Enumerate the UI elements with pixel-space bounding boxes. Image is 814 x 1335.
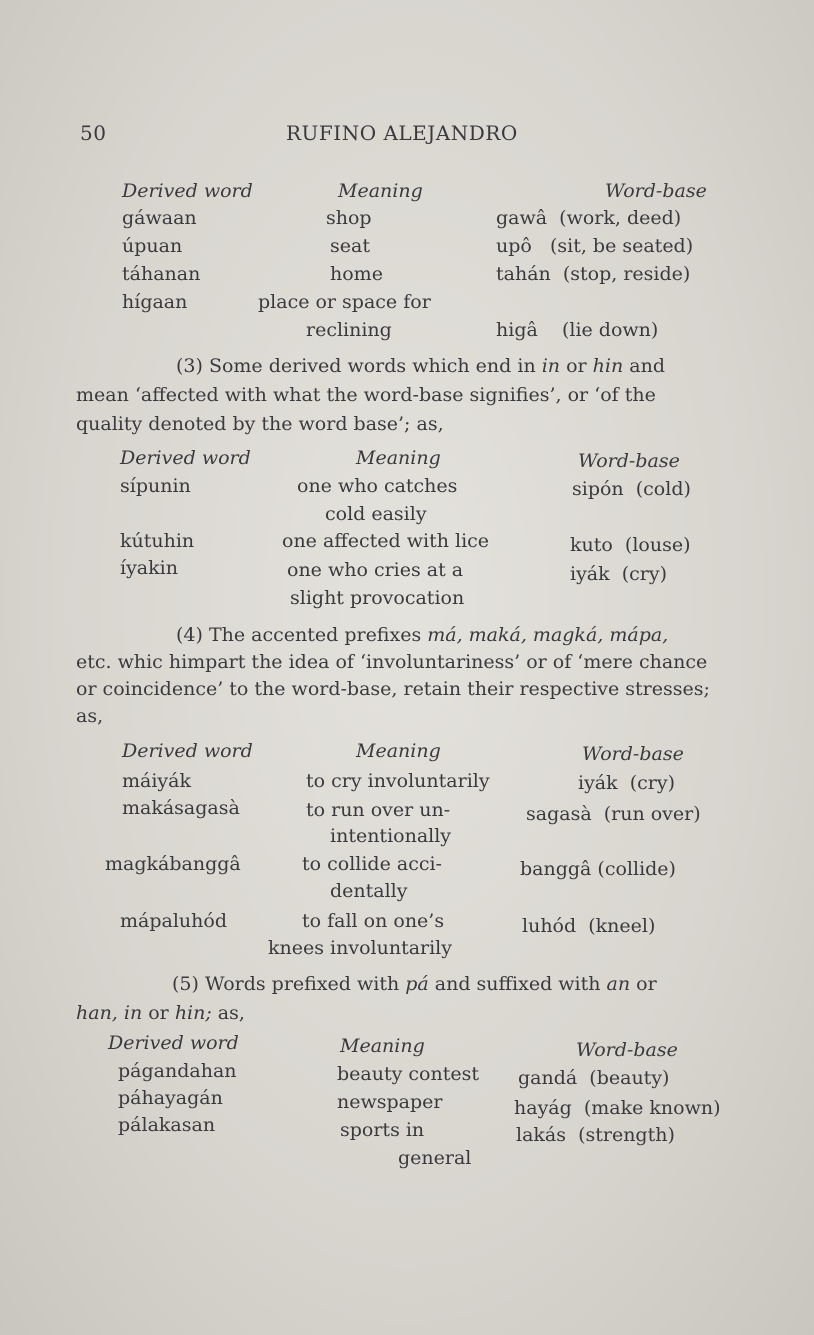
word-base: lakás (strength) — [516, 1124, 675, 1146]
derived-word: magkábanggâ — [105, 853, 241, 875]
word-base: upô (sit, be seated) — [496, 235, 694, 257]
paragraph-3: (3) Some derived words which end in in or hin and mean ‘affected with what the word-base signifies’, or ‘of the quality denoted by the word base’; as, — [76, 355, 666, 435]
derived-word: kútuhin — [120, 530, 195, 552]
derived-word: hígaan — [122, 291, 188, 313]
word-base: iyák (cry) — [578, 772, 676, 794]
meaning: to cry involuntarily — [306, 770, 490, 792]
meaning: shop — [326, 207, 372, 229]
meaning-cont: slight provocation — [290, 587, 465, 609]
derived-word: páhayagán — [118, 1087, 223, 1109]
col-header-derived: Derived word — [122, 740, 253, 762]
word-base: iyák (cry) — [570, 563, 668, 585]
word-base: luhód (kneel) — [522, 915, 656, 937]
col-header-base: Word-base — [578, 450, 680, 472]
meaning-cont: general — [398, 1147, 472, 1169]
derived-word: makásagasà — [122, 797, 240, 819]
word-base: sipón (cold) — [572, 478, 691, 500]
meaning: newspaper — [337, 1091, 443, 1113]
meaning: one affected with lice — [282, 530, 490, 552]
meaning: seat — [330, 235, 370, 257]
derived-word: pálakasan — [118, 1114, 216, 1136]
col-header-base: Word-base — [582, 743, 684, 765]
page-number: 50 — [80, 121, 107, 145]
col-header-derived: Derived word — [108, 1032, 239, 1054]
meaning: beauty contest — [337, 1063, 479, 1085]
meaning-cont: knees involuntarily — [268, 937, 452, 959]
derived-word: máiyák — [122, 770, 191, 792]
derived-word: táhanan — [122, 263, 201, 285]
meaning: one who cries at a — [287, 559, 464, 581]
col-header-derived: Derived word — [122, 180, 253, 202]
derived-word: mápaluhód — [120, 910, 227, 932]
meaning-cont: reclining — [306, 319, 392, 341]
col-header-base: Word-base — [576, 1039, 678, 1061]
word-base: higâ (lie down) — [496, 319, 659, 341]
meaning: place or space for — [258, 291, 431, 313]
derived-word: gáwaan — [122, 207, 197, 229]
meaning: to collide acci- — [302, 853, 442, 875]
word-base: kuto (louse) — [570, 534, 691, 556]
word-base: gandá (beauty) — [518, 1067, 670, 1089]
col-header-meaning: Meaning — [340, 1035, 425, 1057]
col-header-meaning: Meaning — [356, 447, 441, 469]
derived-word: úpuan — [122, 235, 183, 257]
word-base: hayág (make known) — [514, 1097, 721, 1119]
derived-word: págandahan — [118, 1060, 237, 1082]
derived-word: íyakin — [120, 557, 178, 579]
word-base: sagasà (run over) — [526, 803, 701, 825]
meaning-cont: intentionally — [330, 825, 452, 847]
word-base: gawâ (work, deed) — [496, 207, 682, 229]
running-title: RUFINO ALEJANDRO — [286, 121, 518, 145]
derived-word: sípunin — [120, 475, 191, 497]
col-header-base: Word-base — [605, 180, 707, 202]
meaning: to run over un- — [306, 799, 451, 821]
col-header-derived: Derived word — [120, 447, 251, 469]
paragraph-5: (5) Words prefixed with pá and suffixed with an or han, in or hin; as, — [76, 973, 657, 1024]
col-header-meaning: Meaning — [338, 180, 423, 202]
meaning: one who catches — [297, 475, 458, 497]
col-header-meaning: Meaning — [356, 740, 441, 762]
meaning: home — [330, 263, 383, 285]
word-base: tahán (stop, reside) — [496, 263, 691, 285]
meaning-cont: cold easily — [325, 503, 427, 525]
meaning: sports in — [340, 1119, 425, 1141]
paragraph-4: (4) The accented prefixes má, maká, magká, mápa, etc. whic himpart the idea of ‘involuntariness’ or of ‘mere chance or coincidence’ to the word-base, retain their respective stresses; as, — [76, 624, 710, 727]
meaning-cont: dentally — [330, 880, 408, 902]
meaning: to fall on one’s — [302, 910, 445, 932]
word-base: banggâ (collide) — [520, 858, 676, 880]
